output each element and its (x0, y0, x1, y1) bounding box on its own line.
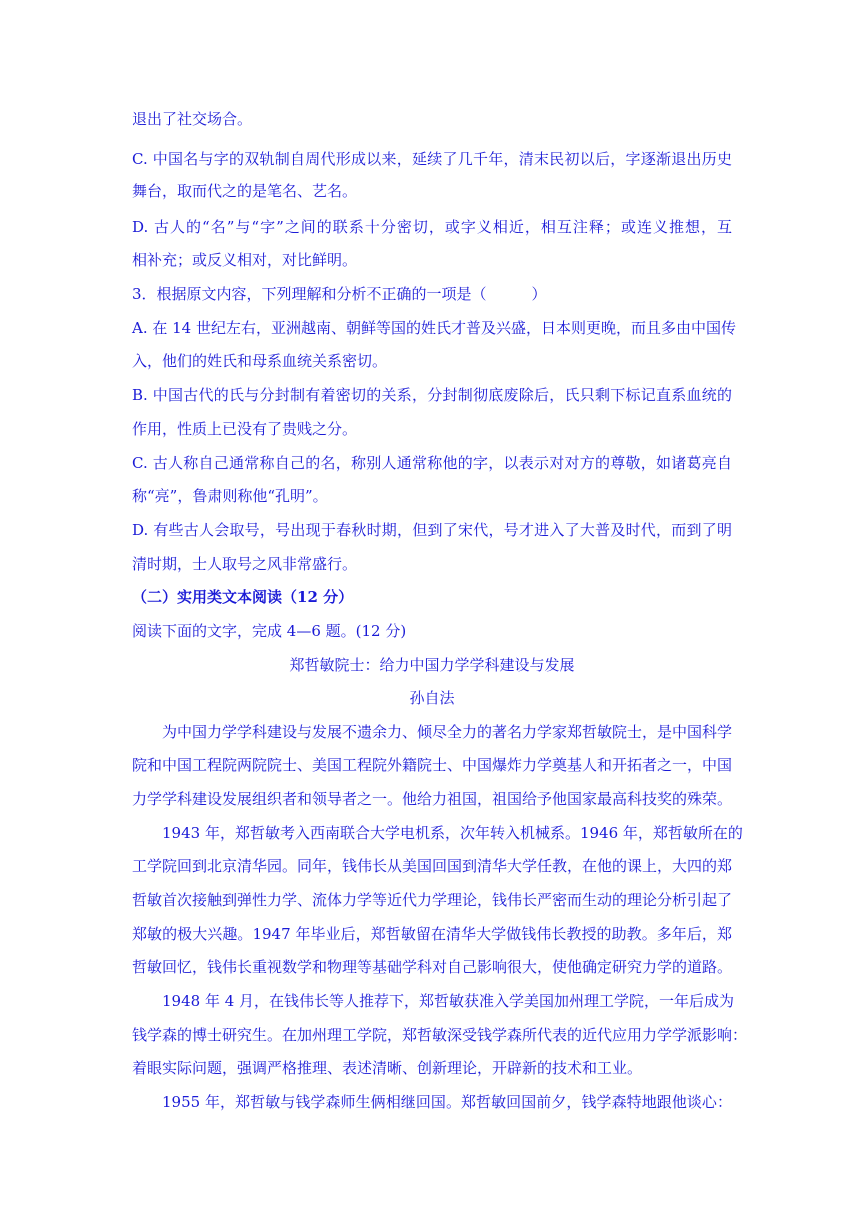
section-instruction: 阅读下面的文字，完成 4—6 题。(12 分) (132, 622, 407, 640)
paragraph-line: 哲敏首次接触到弹性力学、流体力学等近代力学理论，钱伟长严密而生动的理论分析引起了 (132, 891, 733, 909)
paragraph-line: 院和中国工程院两院院士、美国工程院外籍院士、中国爆炸力学奠基人和开拓者之一，中国 (132, 756, 733, 774)
question-3: 3．根据原文内容，下列理解和分析不正确的一项是（ ） (132, 285, 547, 303)
paragraph-line: 1943 年，郑哲敏考入西南联合大学电机系，次年转入机械系。1946 年，郑哲敏所在的 (162, 824, 743, 842)
section-heading: （二）实用类文本阅读（12 分） (132, 588, 354, 606)
paragraph-line: 哲敏回忆，钱伟长重视数学和物理等基础学科对自己影响很大，使他确定研究力学的道路。 (132, 958, 733, 976)
paragraph-line: 工学院回到北京清华园。同年，钱伟长从美国回国到清华大学任教，在他的课上，大四的郑 (132, 857, 733, 875)
option-a-line: A. 在 14 世纪左右，亚洲越南、朝鲜等国的姓氏才普及兴盛，日本则更晚，而且多由中国传 (132, 319, 736, 337)
article-author: 孙自法 (409, 689, 455, 707)
paragraph-line: 1948 年 4 月，在钱伟长等人推荐下，郑哲敏获准入学美国加州理工学院，一年后成为 (162, 992, 735, 1010)
article-title: 郑哲敏院士：给力中国力学学科建设与发展 (289, 656, 575, 674)
paragraph-line: 退出了社交场合。 (132, 110, 253, 128)
option-b-line: B. 中国古代的氏与分封制有着密切的关系，分封制彻底废除后，氏只剩下标记直系血统的 (132, 386, 732, 404)
paragraph-line: 为中国力学学科建设与发展不遗余力、倾尽全力的著名力学家郑哲敏院士，是中国科学 (162, 723, 733, 741)
option-c-line: C. 中国名与字的双轨制自周代形成以来，延续了几千年，清末民初以后，字逐渐退出历史 (132, 150, 732, 168)
paragraph-line: 1955 年，郑哲敏与钱学森师生俩相继回国。郑哲敏回国前夕，钱学森特地跟他谈心： (162, 1093, 732, 1111)
paragraph-line: 相补充；或反义相对，对比鲜明。 (132, 251, 358, 269)
paragraph-line: 入，他们的姓氏和母系血统关系密切。 (132, 352, 388, 370)
paragraph-line: 称“亮”，鲁肃则称他“孔明”。 (132, 487, 328, 505)
paragraph-line: 钱学森的博士研究生。在加州理工学院，郑哲敏深受钱学森所代表的近代应用力学学派影响： (132, 1026, 748, 1044)
paragraph-line: 力学学科建设发展组织者和领导者之一。他给力祖国，祖国给予他国家最高科技奖的殊荣。 (132, 790, 733, 808)
option-c-line: C. 古人称自己通常称自己的名，称别人通常称他的字，以表示对对方的尊敬，如诸葛亮自 (132, 454, 732, 472)
option-d-line: D. 古人的“名”与“字”之间的联系十分密切，或字义相近，相互注释；或连义推想，互 (132, 218, 732, 236)
paragraph-line: 郑敏的极大兴趣。1947 年毕业后，郑哲敏留在清华大学做钱伟长教授的助教。多年后，郑 (132, 925, 732, 943)
paragraph-line: 舞台，取而代之的是笔名、艺名。 (132, 182, 358, 200)
option-d-line: D. 有些古人会取号，号出现于春秋时期，但到了宋代，号才进入了大普及时代，而到了明 (132, 521, 732, 539)
paragraph-line: 作用，性质上已没有了贵贱之分。 (132, 420, 358, 438)
paragraph-line: 着眼实际问题，强调严格推理、表述清晰、创新理论，开辟新的技术和工业。 (132, 1059, 643, 1077)
paragraph-line: 清时期，士人取号之风非常盛行。 (132, 555, 358, 573)
